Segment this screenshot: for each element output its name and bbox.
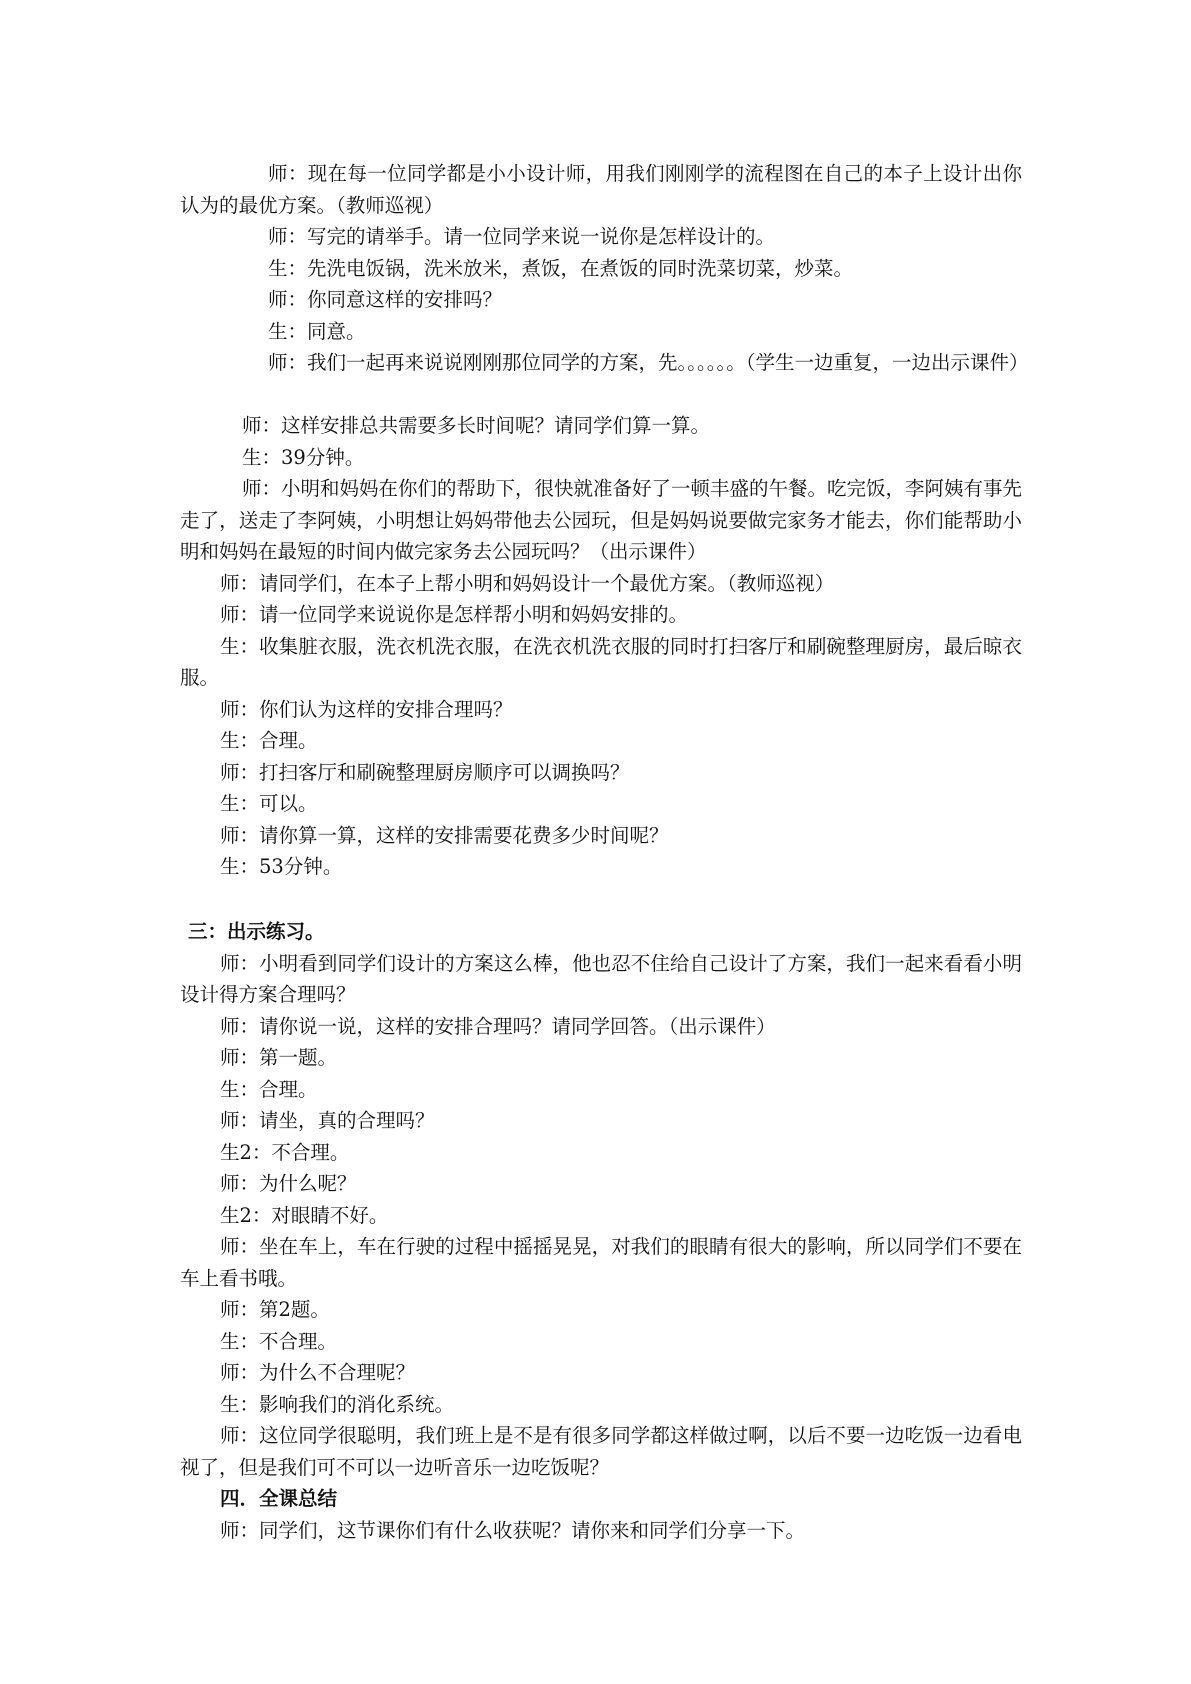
dialogue-paragraph: 师：你同意这样的安排吗？	[268, 288, 503, 311]
dialogue-paragraph: 师：这位同学很聪明，我们班上是不是有很多同学都这样做过啊，以后不要一边吃饭一边看电视了，但是我们可不可以一边听音乐一边吃饭呢？	[180, 1424, 1022, 1479]
section-heading: 三：出示练习。	[188, 920, 325, 943]
dialogue-paragraph: 生：收集脏衣服，洗衣机洗衣服，在洗衣机洗衣服的同时打扫客厅和刷碗整理厨房，最后晾衣服。	[180, 634, 1022, 689]
dialogue-paragraph: 师：请同学们，在本子上帮小明和妈妈设计一个最优方案。（教师巡视）	[220, 571, 835, 595]
dialogue-paragraph: 师：第一题。	[220, 1046, 338, 1069]
dialogue-paragraph: 生：合理。	[220, 1077, 318, 1101]
dialogue-paragraph: 师：你们认为这样的安排合理吗？	[220, 697, 513, 721]
dialogue-paragraph: 生：合理。	[220, 729, 318, 752]
dialogue-paragraph: 师：小明和妈妈在你们的帮助下，很快就准备好了一顿丰盛的午餐。吃完饭，李阿姨有事先走了，送走了李阿姨，小明想让妈妈带他去公园玩，但是妈妈说要做完家务才能去，你们能帮助小明和妈妈在最短的时间内做完家务去公园玩吗？（出示课件）	[180, 477, 1023, 563]
dialogue-paragraph: 师：请坐，真的合理吗？	[220, 1109, 435, 1132]
dialogue-paragraph: 师：请你算一算，这样的安排需要花费多少时间呢？	[220, 823, 669, 847]
dialogue-paragraph: 生2：对眼睛不好。	[220, 1203, 389, 1227]
dialogue-paragraph: 师：请一位同学来说说你是怎样帮小明和妈妈安排的。	[220, 603, 689, 626]
dialogue-paragraph: 生：39分钟。	[242, 445, 365, 469]
dialogue-paragraph: 师：坐在车上，车在行驶的过程中摇摇晃晃，对我们的眼睛有很大的影响，所以同学们不要在车上看书哦。	[180, 1235, 1022, 1290]
dialogue-paragraph: 师：打扫客厅和刷碗整理厨房顺序可以调换吗？	[220, 760, 630, 784]
dialogue-paragraph: 生：不合理。	[220, 1329, 338, 1353]
dialogue-paragraph: 师：请你说一说，这样的安排合理吗？请同学回答。（出示课件）	[220, 1014, 776, 1038]
dialogue-paragraph: 生：53分钟。	[220, 855, 343, 878]
dialogue-paragraph: 师：写完的请举手。请一位同学来说一说你是怎样设计的。	[268, 225, 776, 248]
dialogue-paragraph: 师：第2题。	[220, 1298, 330, 1321]
section-heading: 四．全课总结	[220, 1487, 338, 1510]
dialogue-paragraph: 师：为什么不合理呢？	[220, 1361, 416, 1384]
dialogue-paragraph: 生：可以。	[220, 792, 318, 815]
dialogue-paragraph: 生：同意。	[268, 319, 366, 343]
dialogue-paragraph: 师：我们一起再来说说刚刚那位同学的方案，先。。。。。。（学生一边重复，一边出示课件）	[268, 351, 1029, 374]
dialogue-paragraph: 师：同学们，这节课你们有什么收获呢？请你来和同学们分享一下。	[220, 1518, 806, 1542]
dialogue-paragraph: 生：先洗电饭锅，洗米放米，煮饭，在煮饭的同时洗菜切菜，炒菜。	[268, 256, 854, 280]
dialogue-paragraph: 师：这样安排总共需要多长时间呢？请同学们算一算。	[242, 414, 711, 437]
dialogue-paragraph: 生2：不合理。	[220, 1140, 350, 1164]
dialogue-paragraph: 师：为什么呢？	[220, 1172, 357, 1195]
dialogue-paragraph: 师：现在每一位同学都是小小设计师，用我们刚刚学的流程图在自己的本子上设计出你认为的最优方案。（教师巡视）	[180, 162, 1022, 217]
dialogue-paragraph: 生：影响我们的消化系统。	[220, 1392, 455, 1416]
dialogue-paragraph: 师：小明看到同学们设计的方案这么棒，他也忍不住给自己设计了方案，我们一起来看看小明设计得方案合理吗？	[180, 951, 1022, 1006]
